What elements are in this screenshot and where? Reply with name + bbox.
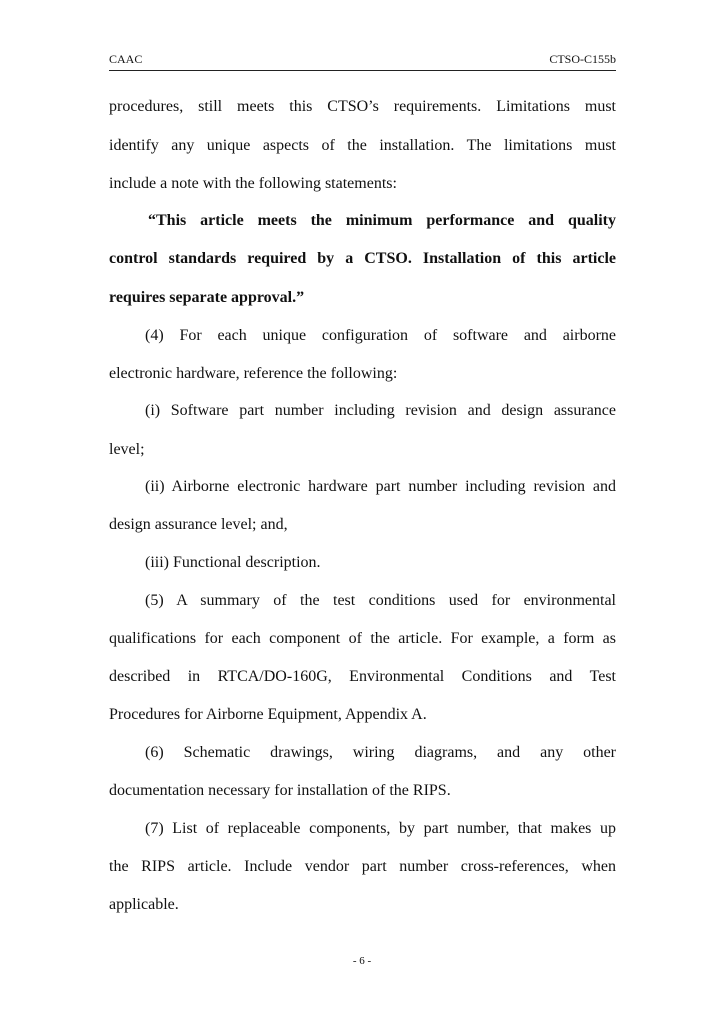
page-header xyxy=(109,52,616,71)
text-line: include a note with the following statements: xyxy=(109,175,397,192)
header-right: CTSO-C155b xyxy=(549,52,616,66)
quote-line: “This article meets the minimum performance and quality xyxy=(148,212,616,229)
text-line: (5) A summary of the test conditions used for environmental xyxy=(145,592,616,609)
text-line: applicable. xyxy=(109,896,179,913)
text-line: electronic hardware, reference the following: xyxy=(109,365,398,382)
text-line: (iii) Functional description. xyxy=(145,554,321,571)
text-line: (7) List of replaceable components, by part number, that makes up xyxy=(145,820,616,837)
text-line: identify any unique aspects of the installation. The limitations must xyxy=(109,137,616,154)
quote-line: requires separate approval.” xyxy=(109,289,305,306)
text-line: Procedures for Airborne Equipment, Appendix A. xyxy=(109,706,427,723)
header-left: CAAC xyxy=(109,52,143,66)
text-line: procedures, still meets this CTSO’s requirements. Limitations must xyxy=(109,98,616,115)
text-line: documentation necessary for installation of the RIPS. xyxy=(109,782,451,799)
text-line: the RIPS article. Include vendor part number cross-references, when xyxy=(109,858,616,875)
text-line: (6) Schematic drawings, wiring diagrams, and any other xyxy=(145,744,616,761)
quote-line: control standards required by a CTSO. Installation of this article xyxy=(109,250,616,267)
text-line: level; xyxy=(109,441,145,458)
text-line: (i) Software part number including revision and design assurance xyxy=(145,402,616,419)
text-line: (ii) Airborne electronic hardware part number including revision and xyxy=(145,478,616,495)
text-line: (4) For each unique configuration of software and airborne xyxy=(145,327,616,344)
text-line: described in RTCA/DO-160G, Environmental Conditions and Test xyxy=(109,668,616,685)
page-number: - 6 - xyxy=(352,955,372,967)
text-line: design assurance level; and, xyxy=(109,516,288,533)
text-line: qualifications for each component of the article. For example, a form as xyxy=(109,630,616,647)
